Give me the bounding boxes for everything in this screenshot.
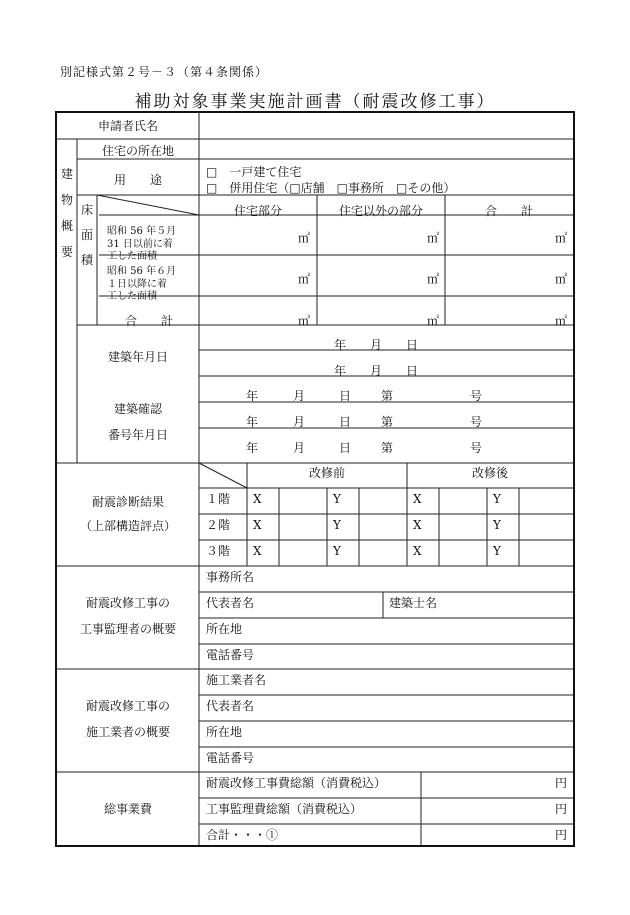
confirm-3-month: 月 (293, 441, 306, 455)
contractor-label-2: 施工業者の概要 (85, 725, 170, 739)
confirm-3-year: 年 (246, 441, 259, 455)
address-label: 住宅の所在地 (101, 144, 174, 158)
use-option-detached: □ 一戸建て住宅 (206, 165, 302, 179)
yen-1: 円 (555, 776, 568, 790)
confirm-label-2: 番号年月日 (107, 428, 168, 442)
confirm-1-day: 日 (339, 389, 352, 403)
use-label: 用 途 (113, 173, 162, 187)
floor-3-label: ３階 (206, 544, 231, 558)
confirm-3-go: 号 (470, 441, 483, 455)
confirm-2-dai: 第 (381, 415, 394, 429)
supervisor-label-2: 工事監理者の概要 (79, 622, 176, 636)
built-date-1: 年 月 日 (334, 338, 419, 352)
row-label-before-s56: 昭和 56 年５月 31 日以前に着 工した面積 (107, 226, 177, 262)
f2-after-y: Y (493, 518, 501, 532)
built-date-label: 建築年月日 (107, 350, 168, 364)
confirm-1-month: 月 (293, 389, 306, 403)
f2-after-x: X (413, 518, 422, 532)
f3-before-x: X (253, 544, 262, 558)
building-label-4: 要 (60, 245, 73, 259)
unit-r2-c1: ㎡ (298, 272, 311, 286)
unit-r1-c3: ㎡ (555, 231, 568, 245)
unit-r2-c2: ㎡ (427, 272, 440, 286)
unit-r3-c3: ㎡ (555, 314, 568, 328)
building-label-2: 物 (60, 193, 73, 207)
form-title: 補助対象事業実施計画書（耐震改修工事） (134, 92, 496, 112)
contractor-label-1: 耐震改修工事の (85, 699, 170, 713)
grid-line (97, 195, 199, 215)
f2-before-y: Y (333, 518, 341, 532)
supervisor-address-label: 所在地 (206, 622, 243, 636)
row-label-total: 合 計 (124, 314, 173, 328)
contractor-name-label: 施工業者名 (206, 673, 267, 687)
floor-area-label-1: 床 (80, 203, 93, 217)
floor-2-label: ２階 (206, 518, 231, 532)
row-label-after-s56: 昭和 56 年６月 １日以降に着 工した面積 (107, 266, 177, 302)
office-name-label: 事務所名 (206, 570, 255, 584)
floor-1-label: １階 (206, 492, 231, 506)
contractor-rep-label: 代表者名 (206, 699, 255, 713)
before-header: 改修前 (308, 466, 345, 480)
plan-form (55, 111, 575, 847)
unit-r2-c3: ㎡ (555, 272, 568, 286)
built-date-2: 年 月 日 (334, 364, 419, 378)
supervisor-rep-label: 代表者名 (206, 596, 255, 610)
col-header-residential: 住宅部分 (233, 204, 282, 218)
f1-before-y: Y (333, 492, 341, 506)
f3-before-y: Y (333, 544, 341, 558)
col-header-nonresidential: 住宅以外の部分 (338, 204, 423, 218)
applicant-name-label: 申請者氏名 (97, 119, 158, 133)
confirm-1-go: 号 (470, 389, 483, 403)
unit-r1-c1: ㎡ (298, 231, 311, 245)
floor-area-label-3: 積 (80, 253, 93, 267)
f2-before-x: X (253, 518, 262, 532)
diagnosis-label-2: （上部構造評点） (79, 519, 176, 533)
unit-r3-c2: ㎡ (427, 314, 440, 328)
supervisor-label-1: 耐震改修工事の (85, 596, 170, 610)
col-header-total: 合 計 (484, 204, 533, 218)
f1-after-y: Y (493, 492, 501, 506)
supervisor-phone-label: 電話番号 (206, 648, 255, 662)
floor-area-label-2: 面 (80, 228, 93, 242)
supervision-cost-label: 工事監理費総額（消費税込） (206, 802, 363, 816)
confirm-2-year: 年 (246, 415, 259, 429)
confirm-2-month: 月 (293, 415, 306, 429)
diagnosis-label-1: 耐震診断結果 (91, 495, 164, 509)
building-label-1: 建 (60, 167, 73, 181)
contractor-address-label: 所在地 (206, 725, 243, 739)
f1-before-x: X (253, 492, 262, 506)
confirm-2-go: 号 (470, 415, 483, 429)
unit-r3-c1: ㎡ (298, 314, 311, 328)
confirm-1-year: 年 (246, 389, 259, 403)
sum-label: 合計・・・① (206, 828, 279, 842)
f3-after-y: Y (493, 544, 501, 558)
f1-after-x: X (413, 492, 422, 506)
confirm-3-day: 日 (339, 441, 352, 455)
after-header: 改修後 (471, 466, 508, 480)
confirm-label-1: 建築確認 (113, 402, 162, 416)
total-cost-label: 総事業費 (103, 802, 152, 816)
confirm-3-dai: 第 (381, 441, 394, 455)
use-option-mixed: □ 併用住宅（□店舗 □事務所 □その他） (206, 181, 456, 195)
yen-3: 円 (555, 828, 568, 842)
yen-2: 円 (555, 802, 568, 816)
confirm-2-day: 日 (339, 415, 352, 429)
f3-after-x: X (413, 544, 422, 558)
retrofit-cost-label: 耐震改修工事費総額（消費税込） (206, 776, 387, 790)
form-number: 別記様式第２号－３（第４条関係） (60, 65, 269, 79)
contractor-phone-label: 電話番号 (206, 751, 255, 765)
architect-name-label: 建築士名 (389, 596, 438, 610)
unit-r1-c2: ㎡ (427, 231, 440, 245)
confirm-1-dai: 第 (381, 389, 394, 403)
grid-line (199, 463, 247, 488)
building-label-3: 概 (60, 219, 73, 233)
